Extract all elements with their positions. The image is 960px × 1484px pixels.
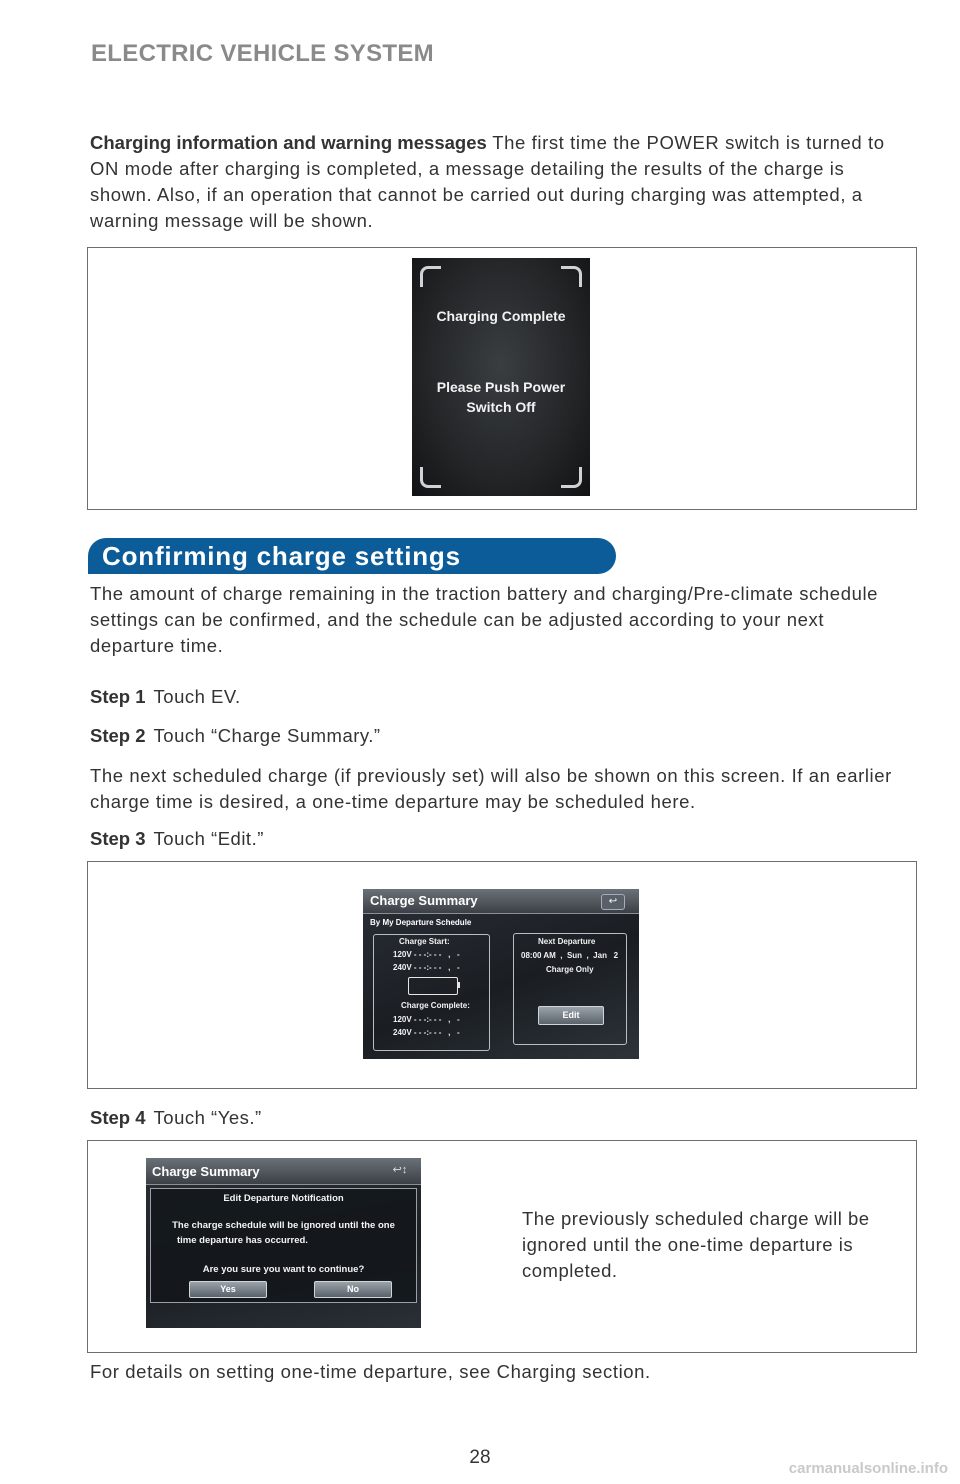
intro-bold-lead: Charging information and warning messages bbox=[90, 132, 487, 153]
battery-terminal bbox=[457, 982, 460, 988]
start-120v: 120V - - -:- - - , - bbox=[393, 950, 460, 959]
screen-message-line: Please Push Power bbox=[436, 379, 566, 395]
page-number: 28 bbox=[469, 1447, 491, 1468]
section-banner: Confirming charge settings bbox=[88, 538, 616, 574]
complete-240v: 240V - - -:- - - , - bbox=[393, 1028, 460, 1037]
edit-button[interactable]: Edit bbox=[538, 1006, 604, 1025]
next-departure-label: Next Departure bbox=[538, 937, 596, 946]
step-1 bbox=[90, 686, 241, 708]
back-arrow-icon[interactable]: ↩↕ bbox=[392, 1164, 408, 1176]
dialog-title: Edit Departure Notification bbox=[223, 1193, 344, 1204]
screen-message-line: Switch Off bbox=[466, 399, 536, 415]
corner-bracket-icon bbox=[420, 266, 441, 287]
dialog-line: The charge schedule will be ignored until the one bbox=[172, 1220, 395, 1231]
no-button[interactable]: No bbox=[314, 1281, 392, 1298]
dialog-line: time departure has occurred. bbox=[177, 1235, 308, 1246]
yes-button[interactable]: Yes bbox=[189, 1281, 267, 1298]
charge-start-label: Charge Start: bbox=[399, 937, 450, 946]
back-arrow-icon[interactable]: ↩ bbox=[601, 894, 625, 910]
confirmation-dialog bbox=[150, 1188, 417, 1303]
corner-bracket-icon bbox=[420, 467, 441, 488]
screen-title: Charging Complete bbox=[436, 308, 566, 324]
step-2 bbox=[90, 725, 381, 747]
step-text: Touch “Edit.” bbox=[153, 828, 264, 849]
departure-time: 08:00 AM , Sun , Jan 2 bbox=[521, 951, 619, 960]
charge-complete-label: Charge Complete: bbox=[401, 1001, 470, 1010]
step-3 bbox=[90, 828, 264, 850]
intro-paragraph bbox=[90, 130, 910, 234]
edit-departure-screen bbox=[146, 1158, 421, 1328]
charge-summary-screen bbox=[363, 889, 639, 1059]
footer-note: For details on setting one-time departure, see Charging section. bbox=[90, 1361, 651, 1382]
corner-bracket-icon bbox=[561, 266, 582, 287]
screen-message bbox=[412, 377, 590, 417]
complete-120v: 120V - - -:- - - , - bbox=[393, 1015, 460, 1024]
confirm-paragraph: The amount of charge remaining in the traction battery and charging/Pre-climate schedule settings can be confirmed, and the schedule can be adjusted according to your next departure time. bbox=[90, 583, 879, 656]
charge-mode: Charge Only bbox=[546, 965, 594, 974]
step-label: Step 4 bbox=[90, 1107, 146, 1128]
side-note: The previously scheduled charge will be ignored until the one-time departure is completed. bbox=[522, 1208, 870, 1281]
screen-title: Charge Summary bbox=[370, 893, 478, 908]
schedule-note: The next scheduled charge (if previously set) will also be shown on this screen. If an earlier charge time is desired, a one-time departure may be scheduled here. bbox=[90, 765, 892, 812]
step-text: Touch EV. bbox=[153, 686, 241, 707]
screen-title: Charge Summary bbox=[152, 1164, 260, 1179]
step-label: Step 2 bbox=[90, 725, 146, 746]
step-text: Touch “Yes.” bbox=[153, 1107, 262, 1128]
battery-icon bbox=[408, 977, 458, 995]
corner-bracket-icon bbox=[561, 467, 582, 488]
step-text: Touch “Charge Summary.” bbox=[153, 725, 381, 746]
schedule-subtitle: By My Departure Schedule bbox=[370, 918, 472, 927]
step-4 bbox=[90, 1107, 262, 1129]
section-title: ELECTRIC VEHICLE SYSTEM bbox=[91, 40, 434, 67]
step-label: Step 1 bbox=[90, 686, 146, 707]
dialog-question: Are you sure you want to continue? bbox=[202, 1264, 365, 1275]
watermark: carmanualsonline.info bbox=[788, 1460, 948, 1477]
start-240v: 240V - - -:- - - , - bbox=[393, 963, 460, 972]
intro-text: The first time the POWER switch is turned to ON mode after charging is completed, a message detailing the results of the charge is shown. Also, if an operation that cannot be carried out during charging was attempted, a warning message will be shown. bbox=[90, 132, 885, 231]
charging-complete-screen bbox=[412, 258, 590, 496]
next-departure-panel bbox=[513, 933, 627, 1045]
step-label: Step 3 bbox=[90, 828, 146, 849]
